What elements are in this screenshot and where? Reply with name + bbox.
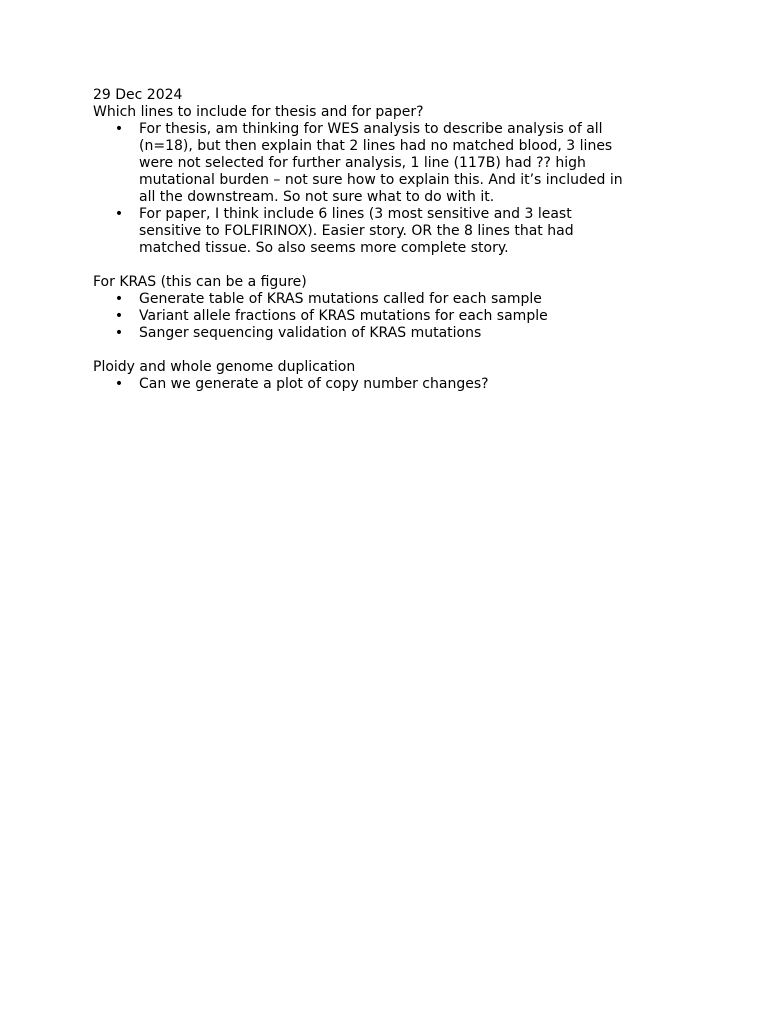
bullet-icon: • xyxy=(114,325,124,341)
list-item xyxy=(93,206,693,257)
list-item-line: For paper, I think include 6 lines (3 most sensitive and 3 least xyxy=(139,206,572,222)
section-heading: Which lines to include for thesis and for paper? xyxy=(93,104,424,120)
document-date: 29 Dec 2024 xyxy=(93,87,183,103)
paragraph-spacer xyxy=(93,257,693,274)
list-item-line: mutational burden – not sure how to explain this. And it’s included in xyxy=(139,172,623,188)
bullet-list xyxy=(93,291,693,342)
bullet-list xyxy=(93,121,693,257)
bullet-icon: • xyxy=(114,121,124,137)
list-item-line: Generate table of KRAS mutations called for each sample xyxy=(139,291,542,307)
document-page xyxy=(93,87,693,393)
list-item xyxy=(93,376,693,393)
list-item xyxy=(93,121,693,206)
list-item-line: For thesis, am thinking for WES analysis to describe analysis of all xyxy=(139,121,603,137)
list-item-line: sensitive to FOLFIRINOX). Easier story. OR the 8 lines that had xyxy=(139,223,574,239)
bullet-icon: • xyxy=(114,308,124,324)
bullet-icon: • xyxy=(114,376,124,392)
bullet-icon: • xyxy=(114,291,124,307)
list-item-line: matched tissue. So also seems more complete story. xyxy=(139,240,509,256)
bullet-icon: • xyxy=(114,206,124,222)
list-item-line: Sanger sequencing validation of KRAS mutations xyxy=(139,325,482,341)
list-item-line: Variant allele fractions of KRAS mutations for each sample xyxy=(139,308,548,324)
list-item xyxy=(93,325,693,342)
paragraph-spacer xyxy=(93,342,693,359)
section-thesis-paper xyxy=(93,104,693,257)
section-kras xyxy=(93,274,693,342)
list-item-line: all the downstream. So not sure what to do with it. xyxy=(139,189,495,205)
list-item xyxy=(93,291,693,308)
list-item-line: (n=18), but then explain that 2 lines had no matched blood, 3 lines xyxy=(139,138,613,154)
section-heading: For KRAS (this can be a figure) xyxy=(93,274,307,290)
section-heading: Ploidy and whole genome duplication xyxy=(93,359,356,375)
list-item xyxy=(93,308,693,325)
bullet-list xyxy=(93,376,693,393)
list-item-line: were not selected for further analysis, 1 line (117B) had ?? high xyxy=(139,155,586,171)
section-ploidy xyxy=(93,359,693,393)
list-item-line: Can we generate a plot of copy number changes? xyxy=(139,376,489,392)
